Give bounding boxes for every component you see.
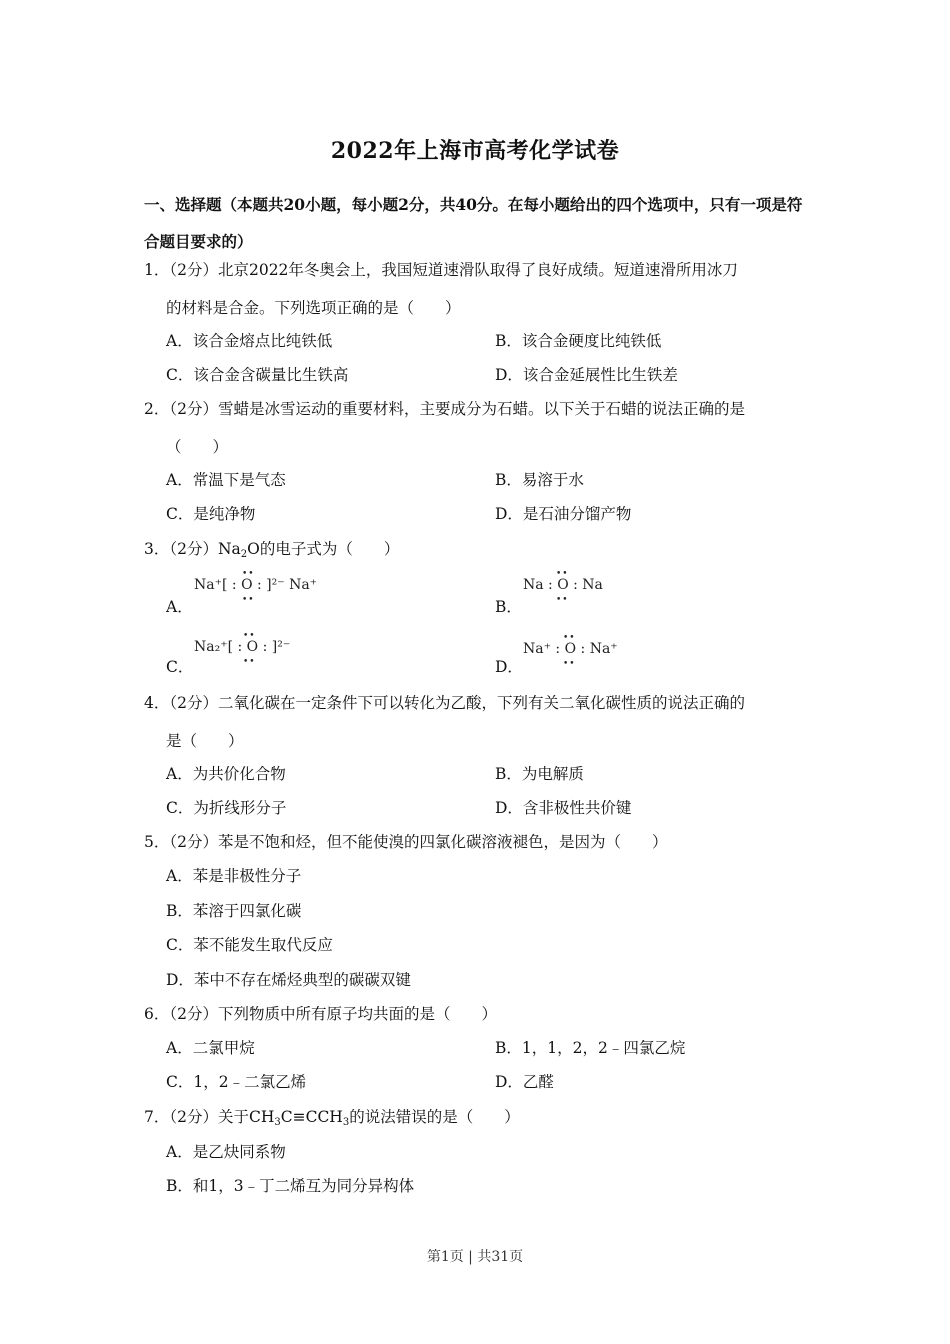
q7-sub-2: 3 <box>342 1117 350 1128</box>
q5-option-b: B．苯溶于四氯化碳 <box>166 902 302 920</box>
q4-option-c: C．为折线形分子 <box>166 799 287 817</box>
q2-option-a: A．常温下是气态 <box>166 471 286 489</box>
electron-dots-icon: •• <box>243 631 256 641</box>
q3-option-d-formula: Na⁺ : O : Na⁺ <box>523 641 618 657</box>
q4-stem-line-1: 4．（2分）二氧化碳在一定条件下可以转化为乙酸，下列有关二氧化碳性质的说法正确的 <box>144 694 745 712</box>
q7-stem <box>144 1107 520 1127</box>
q7-stem-post: 的说法错误的是（ ） <box>349 1108 520 1126</box>
electron-dots-icon: •• <box>243 657 256 667</box>
q2-stem-line-1: 2．（2分）雪蜡是冰雪运动的重要材料，主要成分为石蜡。以下关于石蜡的说法正确的是 <box>144 400 745 418</box>
q7-sub-1: 3 <box>274 1117 281 1128</box>
q7-stem-pre: 7．（2分）关于CH <box>144 1108 275 1126</box>
q1-option-c: C．该合金含碳量比生铁高 <box>166 366 349 384</box>
q5-stem-line-1: 5．（2分）苯是不饱和烃，但不能使溴的四氯化碳溶液褪色，是因为（ ） <box>144 833 668 851</box>
q1-option-a: A．该合金熔点比纯铁低 <box>166 332 333 350</box>
electron-dots-icon: •• <box>242 569 255 579</box>
q7-option-b: B．和1，3﹣丁二烯互为同分异构体 <box>166 1177 415 1195</box>
q7-stem-mid: C≡CCH <box>280 1108 343 1126</box>
q3-stem <box>144 539 399 559</box>
q3-stem-sub: 2 <box>240 549 248 560</box>
electron-dots-icon: •• <box>563 633 576 643</box>
q4-option-a: A．为共价化合物 <box>166 765 286 783</box>
q1-stem-line-1: 1．（2分）北京2022年冬奥会上，我国短道速滑队取得了良好成绩。短道速滑所用冰刀 <box>144 261 738 279</box>
electron-dots-icon: •• <box>556 569 569 579</box>
q1-option-d: D．该合金延展性比生铁差 <box>495 366 678 384</box>
q3-option-c-formula: Na₂⁺[ : O : ]²⁻ <box>194 639 291 655</box>
q4-option-b: B．为电解质 <box>495 765 584 783</box>
q3-option-d-label: D． <box>495 658 523 676</box>
q5-option-a: A．苯是非极性分子 <box>166 867 302 885</box>
q6-stem-line-1: 6．（2分）下列物质中所有原子均共面的是（ ） <box>144 1005 497 1023</box>
q6-option-a: A．二氯甲烷 <box>166 1039 255 1057</box>
q3-option-a-formula: Na⁺[ : O : ]²⁻ Na⁺ <box>194 577 318 593</box>
q6-option-c: C．1，2﹣二氯乙烯 <box>166 1073 307 1091</box>
q1-option-b: B．该合金硬度比纯铁低 <box>495 332 662 350</box>
page-title: 2022年上海市高考化学试卷 <box>330 138 620 164</box>
q3-option-b-label: B． <box>495 598 522 616</box>
q6-option-b: B．1，1，2，2﹣四氯乙烷 <box>495 1039 686 1057</box>
q1-stem-line-2: 的材料是合金。下列选项正确的是（ ） <box>166 299 461 317</box>
q3-option-c-label: C． <box>166 658 194 676</box>
page-footer: 第1页 | 共31页 <box>426 1249 524 1265</box>
q2-stem-line-2: （ ） <box>166 438 229 456</box>
q4-stem-line-2: 是（ ） <box>166 732 244 750</box>
q3-option-b-formula: Na : O : Na <box>523 577 603 593</box>
q3-stem-pre: 3．（2分）Na <box>144 540 241 558</box>
q3-option-a-label: A． <box>166 598 193 616</box>
q6-option-d: D．乙醛 <box>495 1073 554 1091</box>
section-heading: 一、选择题（本题共20小题，每小题2分，共40分。在每小题给出的四个选项中，只有一项是符合题目要求的） <box>144 195 803 251</box>
q5-option-d: D．苯中不存在烯烃典型的碳碳双键 <box>166 971 411 989</box>
q2-option-c: C．是纯净物 <box>166 505 256 523</box>
q3-stem-post: O的电子式为（ ） <box>247 540 400 558</box>
q5-option-c: C．苯不能发生取代反应 <box>166 936 333 954</box>
electron-dots-icon: •• <box>563 659 576 669</box>
q4-option-d: D．含非极性共价键 <box>495 799 632 817</box>
electron-dots-icon: •• <box>556 595 569 605</box>
q7-option-a: A．是乙炔同系物 <box>166 1143 286 1161</box>
q2-option-b: B．易溶于水 <box>495 471 584 489</box>
electron-dots-icon: •• <box>242 595 255 605</box>
q2-option-d: D．是石油分馏产物 <box>495 505 632 523</box>
